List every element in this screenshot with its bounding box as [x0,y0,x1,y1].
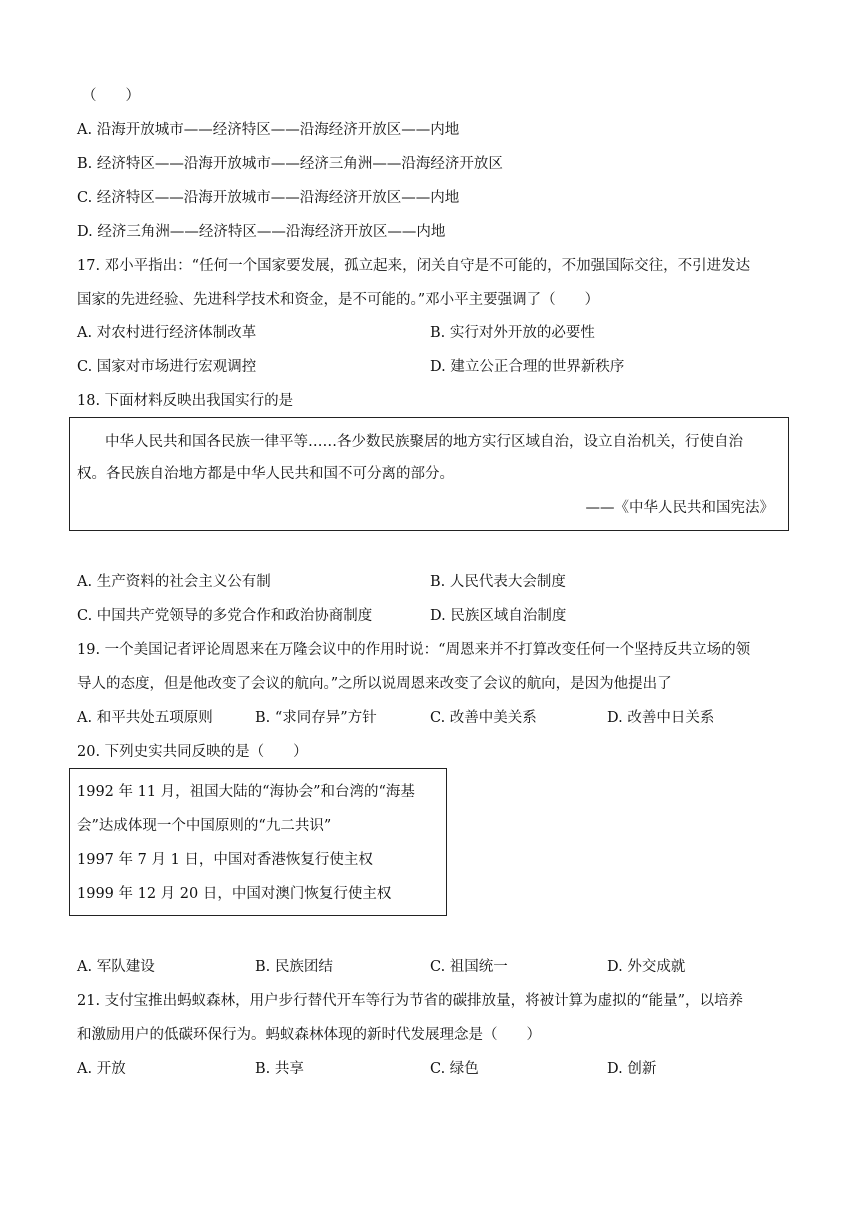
answer-paren: （ ） [82,88,140,104]
q21-stem-line2: 和激励用户的低碳环保行为。蚂蚁森林体现的新时代发展理念是（ ） [77,1027,541,1043]
q19-stem-line2: 导人的态度，但是他改变了会议的航向。”之所以说周恩来改变了会议的航向，是因为他提出了 [77,676,672,692]
q21-option-d: D. 创新 [607,1061,657,1077]
q17-stem-line2: 国家的先进经验、先进科学技术和资金，是不可能的。”邓小平主要强调了（ ） [77,292,600,308]
q20-material-line1: 1992 年 11 月，祖国大陆的“海协会”和台湾的“海基 [77,784,415,800]
q20-option-a: A. 军队建设 [77,959,155,975]
q20-material-line4: 1999 年 12 月 20 日，中国对澳门恢复行使主权 [77,886,392,902]
q16-option-a: A. 沿海开放城市——经济特区——沿海经济开放区——内地 [77,122,460,138]
q20-material-line3: 1997 年 7 月 1 日，中国对香港恢复行使主权 [77,852,373,868]
q18-option-b: B. 人民代表大会制度 [430,574,566,590]
q19-stem-line1: 19. 一个美国记者评论周恩来在万隆会议中的作用时说：“周恩来并不打算改变任何一个坚持反共立场的领 [77,642,751,658]
q18-material-line1: 中华人民共和国各民族一律平等……各少数民族聚居的地方实行区域自治，设立自治机关，行使自治 [105,434,743,450]
q18-option-c: C. 中国共产党领导的多党合作和政治协商制度 [77,608,373,624]
q21-option-b: B. 共享 [255,1061,304,1077]
q17-stem-line1: 17. 邓小平指出：“任何一个国家要发展，孤立起来，闭关自守是不可能的，不加强国际交往，不引进发达 [77,258,751,274]
q18-material-box [69,417,789,531]
q20-option-d: D. 外交成就 [607,959,686,975]
q20-option-b: B. 民族团结 [255,959,333,975]
q16-option-c: C. 经济特区——沿海开放城市——沿海经济开放区——内地 [77,190,460,206]
q18-option-d: D. 民族区域自治制度 [430,608,567,624]
q18-material-line2: 权。各民族自治地方都是中华人民共和国不可分离的部分。 [77,466,454,482]
q20-material-box [69,768,447,916]
q20-option-c: C. 祖国统一 [430,959,508,975]
q19-option-c: C. 改善中美关系 [430,710,537,726]
q19-option-d: D. 改善中日关系 [607,710,715,726]
q21-option-c: C. 绿色 [430,1061,479,1077]
q20-stem: 20. 下列史实共同反映的是（ ） [77,744,308,760]
q19-option-b: B. “求同存异”方针 [255,710,377,726]
q20-material-line2: 会”达成体现一个中国原则的“九二共识” [77,818,332,834]
q16-option-b: B. 经济特区——沿海开放城市——经济三角洲——沿海经济开放区 [77,156,503,172]
q21-option-a: A. 开放 [77,1061,126,1077]
q18-option-a: A. 生产资料的社会主义公有制 [77,574,271,590]
q17-option-a: A. 对农村进行经济体制改革 [77,325,257,341]
q17-option-b: B. 实行对外开放的必要性 [430,325,595,341]
q21-stem-line1: 21. 支付宝推出蚂蚁森林，用户步行替代开车等行为节省的碳排放量，将被计算为虚拟的“能量”，以培养 [77,993,743,1009]
q17-option-c: C. 国家对市场进行宏观调控 [77,359,257,375]
q18-material-source: ——《中华人民共和国宪法》 [585,500,774,516]
q17-option-d: D. 建立公正合理的世界新秩序 [430,359,625,375]
q18-stem: 18. 下面材料反映出我国实行的是 [77,393,294,409]
q19-option-a: A. 和平共处五项原则 [77,710,213,726]
q16-option-d: D. 经济三角洲——经济特区——沿海经济开放区——内地 [77,224,446,240]
